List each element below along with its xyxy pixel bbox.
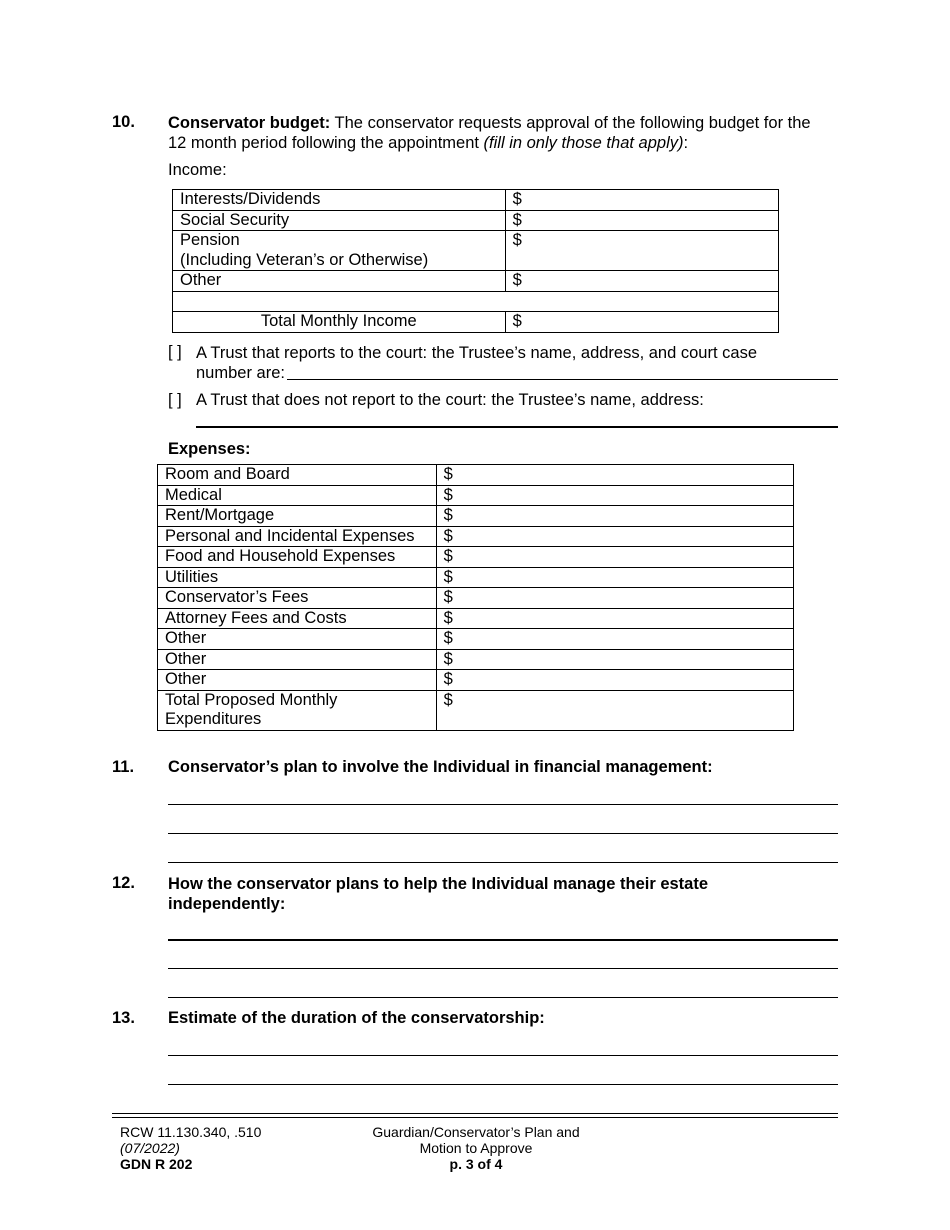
expense-value-cell[interactable]: $ <box>436 526 793 547</box>
expense-label-cell: Personal and Incidental Expenses <box>158 526 437 547</box>
expense-value-cell[interactable]: $ <box>436 629 793 650</box>
table-row <box>158 690 794 730</box>
table-row <box>173 312 779 333</box>
section-11-answer-line[interactable] <box>168 833 838 834</box>
table-row <box>158 506 794 527</box>
table-row <box>158 526 794 547</box>
table-row <box>173 190 779 211</box>
table-row <box>158 670 794 691</box>
section-10-text-2-end: : <box>683 134 689 152</box>
income-label-cell: Other <box>173 271 506 292</box>
table-row <box>158 588 794 609</box>
table-row <box>158 567 794 588</box>
section-12-heading <box>168 874 708 914</box>
footer-statute: RCW 11.130.340, .510 <box>120 1124 262 1140</box>
section-10-text-2: 12 month period following the appointment <box>168 134 484 152</box>
section-12-heading-line-1: How the conservator plans to help the Individual manage their estate <box>168 875 709 893</box>
expense-value-cell[interactable]: $ <box>436 649 793 670</box>
expense-value-cell[interactable]: $ <box>436 567 793 588</box>
section-11-answer-line[interactable] <box>168 804 838 805</box>
section-13-answer-line[interactable] <box>168 1084 838 1085</box>
expense-label-cell: Medical <box>158 485 437 506</box>
table-row <box>173 210 779 231</box>
expense-value-cell[interactable]: $ <box>436 608 793 629</box>
expense-value-cell[interactable]: $ <box>436 506 793 527</box>
expense-label-cell: Other <box>158 649 437 670</box>
expense-value-cell[interactable]: $ <box>436 465 793 486</box>
table-row <box>158 485 794 506</box>
section-12-number: 12. <box>112 874 135 892</box>
income-table <box>172 189 779 333</box>
table-row <box>158 608 794 629</box>
section-13-answer-line[interactable] <box>168 1055 838 1056</box>
income-label-cell: Interests/Dividends <box>173 190 506 211</box>
footer-page-number: p. 3 of 4 <box>449 1156 503 1172</box>
trust-2-checkbox[interactable]: [ ] <box>168 391 182 409</box>
income-total-label: Total Monthly Income <box>173 312 506 333</box>
trust-1-text <box>196 343 846 383</box>
expenses-table <box>157 464 794 731</box>
table-row <box>158 629 794 650</box>
trust-1-answer-line[interactable] <box>287 379 838 380</box>
section-10-heading: Conservator budget: <box>168 114 331 132</box>
section-12-answer-line[interactable] <box>168 997 838 998</box>
trust-2-answer-line[interactable] <box>196 426 838 428</box>
footer-form-id: GDN R 202 <box>120 1156 193 1172</box>
expense-total-line-2: Expenditures <box>165 710 262 728</box>
footer-rule-bottom <box>112 1117 838 1118</box>
expense-value-cell[interactable]: $ <box>436 588 793 609</box>
expense-total-line-1: Total Proposed Monthly <box>165 690 338 709</box>
expense-label-cell: Rent/Mortgage <box>158 506 437 527</box>
pension-label: Pension <box>180 231 240 249</box>
table-row <box>158 649 794 670</box>
section-13-number: 13. <box>112 1009 135 1027</box>
footer-title-line-2: Motion to Approve <box>419 1140 533 1156</box>
section-12-answer-line[interactable] <box>168 939 838 941</box>
expense-value-cell[interactable]: $ <box>436 547 793 568</box>
expenses-label: Expenses: <box>168 440 251 458</box>
table-row <box>173 291 779 312</box>
income-label: Income: <box>168 161 227 179</box>
footer-rule-top <box>112 1113 838 1114</box>
section-13-heading: Estimate of the duration of the conservatorship: <box>168 1009 545 1027</box>
section-11-answer-line[interactable] <box>168 862 838 863</box>
income-value-cell[interactable]: $ <box>505 210 778 231</box>
expense-label-cell: Conservator’s Fees <box>158 588 437 609</box>
table-row <box>173 271 779 292</box>
table-row <box>173 231 779 271</box>
section-12-answer-line[interactable] <box>168 968 838 969</box>
expense-label-cell: Other <box>158 629 437 650</box>
income-label-cell: Social Security <box>173 210 506 231</box>
trust-1-line-1: A Trust that reports to the court: the Trustee’s name, address, and court case <box>196 344 757 362</box>
expense-value-cell[interactable]: $ <box>436 485 793 506</box>
expense-label-cell: Room and Board <box>158 465 437 486</box>
section-10-intro <box>168 113 848 153</box>
footer-title-line-1: Guardian/Conservator’s Plan and <box>372 1124 580 1140</box>
expense-total-label <box>158 690 437 730</box>
table-row <box>158 465 794 486</box>
section-11-number: 11. <box>112 758 135 776</box>
trust-1-checkbox[interactable]: [ ] <box>168 343 182 361</box>
trust-1-line-2: number are: <box>196 364 285 382</box>
section-10-text-1: The conservator requests approval of the following budget for the <box>330 114 811 132</box>
footer-center <box>356 1124 596 1172</box>
income-label-cell <box>173 231 506 271</box>
section-10-text-2-italic: (fill in only those that apply) <box>483 134 684 152</box>
expense-value-cell[interactable]: $ <box>436 670 793 691</box>
expense-label-cell: Food and Household Expenses <box>158 547 437 568</box>
section-11-heading: Conservator’s plan to involve the Individual in financial management: <box>168 758 713 776</box>
income-value-cell[interactable]: $ <box>505 231 778 271</box>
income-blank-row[interactable] <box>173 291 779 312</box>
expense-label-cell: Utilities <box>158 567 437 588</box>
income-value-cell[interactable]: $ <box>505 190 778 211</box>
expense-label-cell: Other <box>158 670 437 691</box>
section-10-number: 10. <box>112 113 135 131</box>
income-total-value[interactable]: $ <box>505 312 778 333</box>
income-value-cell[interactable]: $ <box>505 271 778 292</box>
trust-2-text: A Trust that does not report to the court: the Trustee’s name, address: <box>196 391 704 409</box>
pension-sublabel: (Including Veteran’s or Otherwise) <box>180 250 429 269</box>
footer-left <box>120 1124 261 1172</box>
expense-total-value[interactable]: $ <box>436 690 793 730</box>
table-row <box>158 547 794 568</box>
expense-label-cell: Attorney Fees and Costs <box>158 608 437 629</box>
section-12-heading-line-2: independently: <box>168 895 286 913</box>
footer-date: (07/2022) <box>120 1140 180 1156</box>
